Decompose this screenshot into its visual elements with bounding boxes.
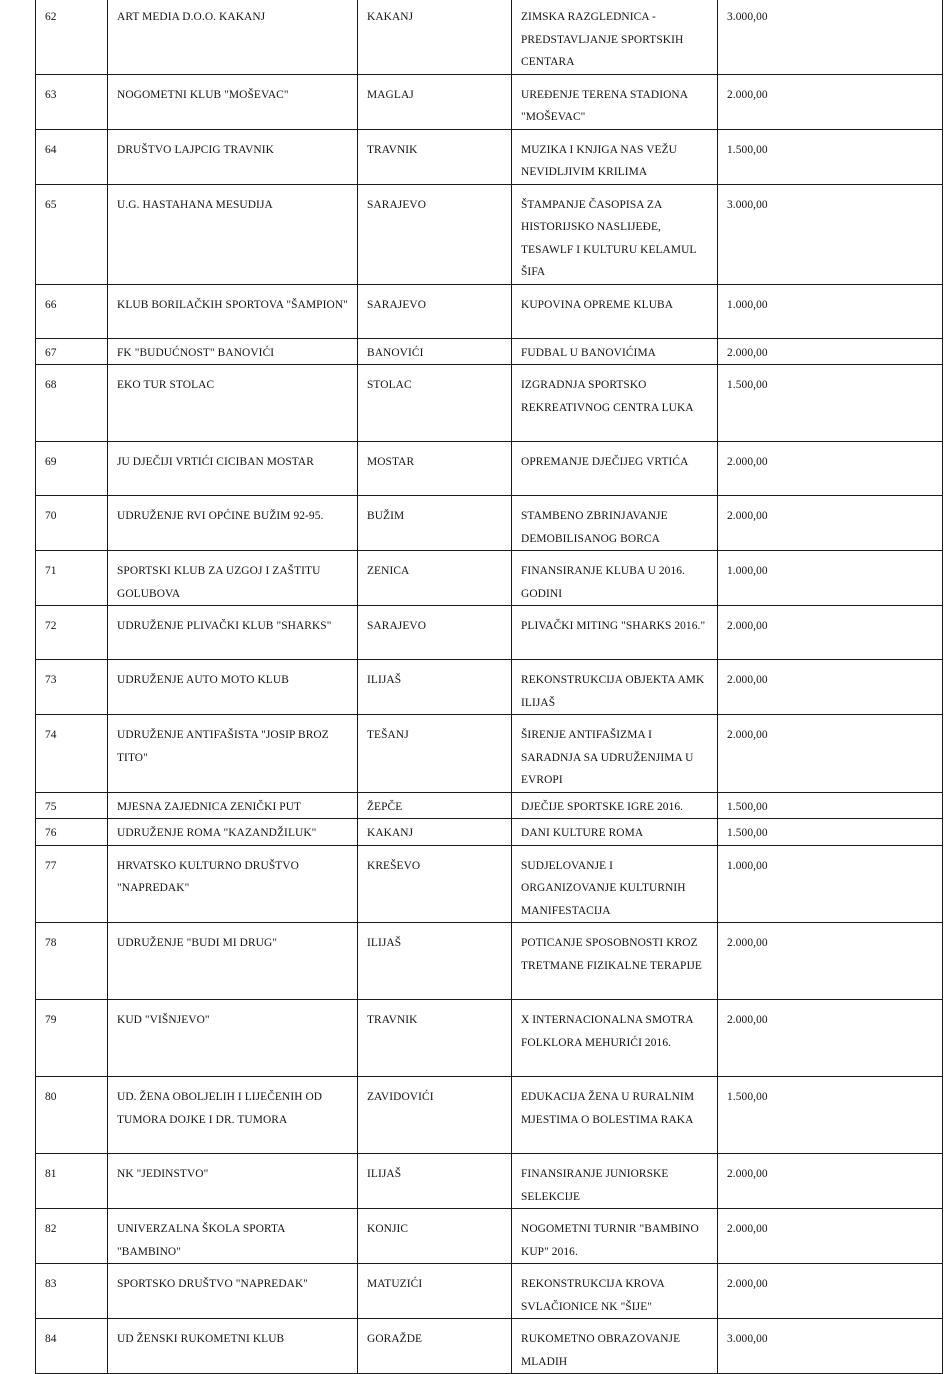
row-number: 84 [36, 1319, 108, 1374]
table-row [36, 715, 943, 793]
row-number: 83 [36, 1264, 108, 1319]
recipient-name: KUD "VIŠNJEVO" [108, 1000, 358, 1077]
table-row [36, 184, 943, 284]
recipient-name: MJESNA ZAJEDNICA ZENIČKI PUT [108, 792, 358, 819]
row-number: 71 [36, 551, 108, 606]
grant-amount: 1.500,00 [718, 792, 943, 819]
recipient-name: U.G. HASTAHANA MESUDIJA [108, 184, 358, 284]
grant-purpose: FUDBAL U BANOVIĆIMA [512, 338, 718, 365]
grant-amount: 1.500,00 [718, 129, 943, 184]
recipient-city: ŽEPČE [358, 792, 512, 819]
row-number: 68 [36, 365, 108, 442]
recipient-name: SPORTSKO DRUŠTVO "NAPREDAK" [108, 1264, 358, 1319]
recipient-name: UDRUŽENJE RVI OPĆINE BUŽIM 92-95. [108, 496, 358, 551]
row-number: 77 [36, 845, 108, 923]
grant-purpose: ŠIRENJE ANTIFAŠIZMA I SARADNJA SA UDRUŽENJIMA U EVROPI [512, 715, 718, 793]
grant-purpose: STAMBENO ZBRINJAVANJE DEMOBILISANOG BORCA [512, 496, 718, 551]
row-number: 66 [36, 284, 108, 338]
grant-recipients-table [35, 0, 943, 1374]
recipient-city: GORAŽDE [358, 1319, 512, 1374]
table-row [36, 129, 943, 184]
grant-amount: 2.000,00 [718, 923, 943, 1000]
table-row [36, 1077, 943, 1154]
table-row [36, 1264, 943, 1319]
recipient-city: KREŠEVO [358, 845, 512, 923]
recipient-name: UDRUŽENJE ROMA "KAZANDŽILUK" [108, 819, 358, 846]
grant-purpose: X INTERNACIONALNA SMOTRA FOLKLORA MEHURIĆI 2016. [512, 1000, 718, 1077]
recipient-city: MOSTAR [358, 442, 512, 496]
grant-amount: 2.000,00 [718, 338, 943, 365]
recipient-city: ILIJAŠ [358, 660, 512, 715]
table-row [36, 496, 943, 551]
grant-amount: 3.000,00 [718, 184, 943, 284]
row-number: 72 [36, 606, 108, 660]
table-row [36, 1000, 943, 1077]
table-row [36, 1154, 943, 1209]
grant-purpose: EDUKACIJA ŽENA U RURALNIM MJESTIMA O BOLESTIMA RAKA [512, 1077, 718, 1154]
row-number: 64 [36, 129, 108, 184]
row-number: 82 [36, 1209, 108, 1264]
recipient-city: ILIJAŠ [358, 923, 512, 1000]
grant-purpose: ZIMSKA RAZGLEDNICA - PREDSTAVLJANJE SPORTSKIH CENTARA [512, 0, 718, 74]
grant-amount: 2.000,00 [718, 1264, 943, 1319]
grant-purpose: REKONSTRUKCIJA KROVA SVLAČIONICE NK "ŠIJE" [512, 1264, 718, 1319]
grant-amount: 1.500,00 [718, 819, 943, 846]
recipient-name: UD ŽENSKI RUKOMETNI KLUB [108, 1319, 358, 1374]
row-number: 81 [36, 1154, 108, 1209]
grant-purpose: OPREMANJE DJEČIJEG VRTIĆA [512, 442, 718, 496]
recipient-city: SARAJEVO [358, 284, 512, 338]
grant-purpose: RUKOMETNO OBRAZOVANJE MLADIH [512, 1319, 718, 1374]
grant-purpose: MUZIKA I KNJIGA NAS VEŽU NEVIDLJIVIM KRILIMA [512, 129, 718, 184]
row-number: 80 [36, 1077, 108, 1154]
grant-amount: 2.000,00 [718, 442, 943, 496]
table-row [36, 792, 943, 819]
recipient-city: ZAVIDOVIĆI [358, 1077, 512, 1154]
recipient-city: STOLAC [358, 365, 512, 442]
recipient-city: TRAVNIK [358, 129, 512, 184]
row-number: 70 [36, 496, 108, 551]
recipient-name: UDRUŽENJE AUTO MOTO KLUB [108, 660, 358, 715]
row-number: 78 [36, 923, 108, 1000]
grant-amount: 2.000,00 [718, 606, 943, 660]
grant-purpose: DJEČIJE SPORTSKE IGRE 2016. [512, 792, 718, 819]
grant-purpose: REKONSTRUKCIJA OBJEKTA AMK ILIJAŠ [512, 660, 718, 715]
table-row [36, 819, 943, 846]
grant-amount: 1.500,00 [718, 1077, 943, 1154]
row-number: 62 [36, 0, 108, 74]
grant-purpose: POTICANJE SPOSOBNOSTI KROZ TRETMANE FIZIKALNE TERAPIJE [512, 923, 718, 1000]
grant-amount: 2.000,00 [718, 74, 943, 129]
recipient-city: ILIJAŠ [358, 1154, 512, 1209]
grant-amount: 2.000,00 [718, 1154, 943, 1209]
recipient-name: UD. ŽENA OBOLJELIH I LIJEČENIH OD TUMORA DOJKE I DR. TUMORA [108, 1077, 358, 1154]
grant-purpose: NOGOMETNI TURNIR "BAMBINO KUP" 2016. [512, 1209, 718, 1264]
table-row [36, 284, 943, 338]
grant-purpose: FINANSIRANJE JUNIORSKE SELEKCIJE [512, 1154, 718, 1209]
grant-amount: 2.000,00 [718, 1209, 943, 1264]
recipient-name: ART MEDIA D.O.O. KAKANJ [108, 0, 358, 74]
recipient-city: TRAVNIK [358, 1000, 512, 1077]
recipient-name: UDRUŽENJE ANTIFAŠISTA "JOSIP BROZ TITO" [108, 715, 358, 793]
row-number: 73 [36, 660, 108, 715]
grant-amount: 2.000,00 [718, 660, 943, 715]
row-number: 75 [36, 792, 108, 819]
grant-amount: 1.000,00 [718, 845, 943, 923]
table-row [36, 74, 943, 129]
table-row [36, 606, 943, 660]
row-number: 69 [36, 442, 108, 496]
grant-list-page [35, 0, 943, 1374]
grant-amount: 1.500,00 [718, 365, 943, 442]
table-row [36, 845, 943, 923]
grant-purpose: IZGRADNJA SPORTSKO REKREATIVNOG CENTRA LUKA [512, 365, 718, 442]
grant-amount: 3.000,00 [718, 1319, 943, 1374]
row-number: 67 [36, 338, 108, 365]
recipient-name: NOGOMETNI KLUB "MOŠEVAC" [108, 74, 358, 129]
recipient-name: JU DJEČIJI VRTIĆI CICIBAN MOSTAR [108, 442, 358, 496]
recipient-name: UDRUŽENJE "BUDI MI DRUG" [108, 923, 358, 1000]
grant-purpose: DANI KULTURE ROMA [512, 819, 718, 846]
grant-amount: 1.000,00 [718, 551, 943, 606]
recipient-name: FK "BUDUĆNOST" BANOVIĆI [108, 338, 358, 365]
recipient-name: NK "JEDINSTVO" [108, 1154, 358, 1209]
recipient-city: KAKANJ [358, 0, 512, 74]
grant-amount: 3.000,00 [718, 0, 943, 74]
recipient-name: UNIVERZALNA ŠKOLA SPORTA "BAMBINO" [108, 1209, 358, 1264]
recipient-city: MATUZIĆI [358, 1264, 512, 1319]
recipient-city: TEŠANJ [358, 715, 512, 793]
recipient-name: HRVATSKO KULTURNO DRUŠTVO "NAPREDAK" [108, 845, 358, 923]
row-number: 76 [36, 819, 108, 846]
recipient-name: EKO TUR STOLAC [108, 365, 358, 442]
row-number: 79 [36, 1000, 108, 1077]
row-number: 74 [36, 715, 108, 793]
grant-amount: 2.000,00 [718, 496, 943, 551]
recipient-name: UDRUŽENJE PLIVAČKI KLUB "SHARKS" [108, 606, 358, 660]
table-row [36, 1209, 943, 1264]
grant-amount: 2.000,00 [718, 715, 943, 793]
grant-purpose: FINANSIRANJE KLUBA U 2016. GODINI [512, 551, 718, 606]
table-row [36, 660, 943, 715]
grant-purpose: SUDJELOVANJE I ORGANIZOVANJE KULTURNIH MANIFESTACIJA [512, 845, 718, 923]
recipient-city: SARAJEVO [358, 606, 512, 660]
recipient-name: KLUB BORILAČKIH SPORTOVA "ŠAMPION" [108, 284, 358, 338]
grant-amount: 1.000,00 [718, 284, 943, 338]
table-row [36, 365, 943, 442]
grant-purpose: ŠTAMPANJE ČASOPISA ZA HISTORIJSKO NASLIJEĐE, TESAWLF I KULTURU KELAMUL ŠIFA [512, 184, 718, 284]
recipient-city: BUŽIM [358, 496, 512, 551]
recipient-city: KAKANJ [358, 819, 512, 846]
table-row [36, 923, 943, 1000]
table-row [36, 0, 943, 74]
recipient-city: MAGLAJ [358, 74, 512, 129]
row-number: 63 [36, 74, 108, 129]
grant-purpose: UREĐENJE TERENA STADIONA "MOŠEVAC" [512, 74, 718, 129]
grant-purpose: PLIVAČKI MITING "SHARKS 2016." [512, 606, 718, 660]
recipient-city: ZENICA [358, 551, 512, 606]
grant-amount: 2.000,00 [718, 1000, 943, 1077]
recipient-name: SPORTSKI KLUB ZA UZGOJ I ZAŠTITU GOLUBOVA [108, 551, 358, 606]
table-row [36, 1319, 943, 1374]
table-row [36, 551, 943, 606]
row-number: 65 [36, 184, 108, 284]
grant-purpose: KUPOVINA OPREME KLUBA [512, 284, 718, 338]
recipient-city: SARAJEVO [358, 184, 512, 284]
recipient-city: KONJIC [358, 1209, 512, 1264]
recipient-city: BANOVIĆI [358, 338, 512, 365]
recipient-name: DRUŠTVO LAJPCIG TRAVNIK [108, 129, 358, 184]
table-row [36, 338, 943, 365]
table-row [36, 442, 943, 496]
